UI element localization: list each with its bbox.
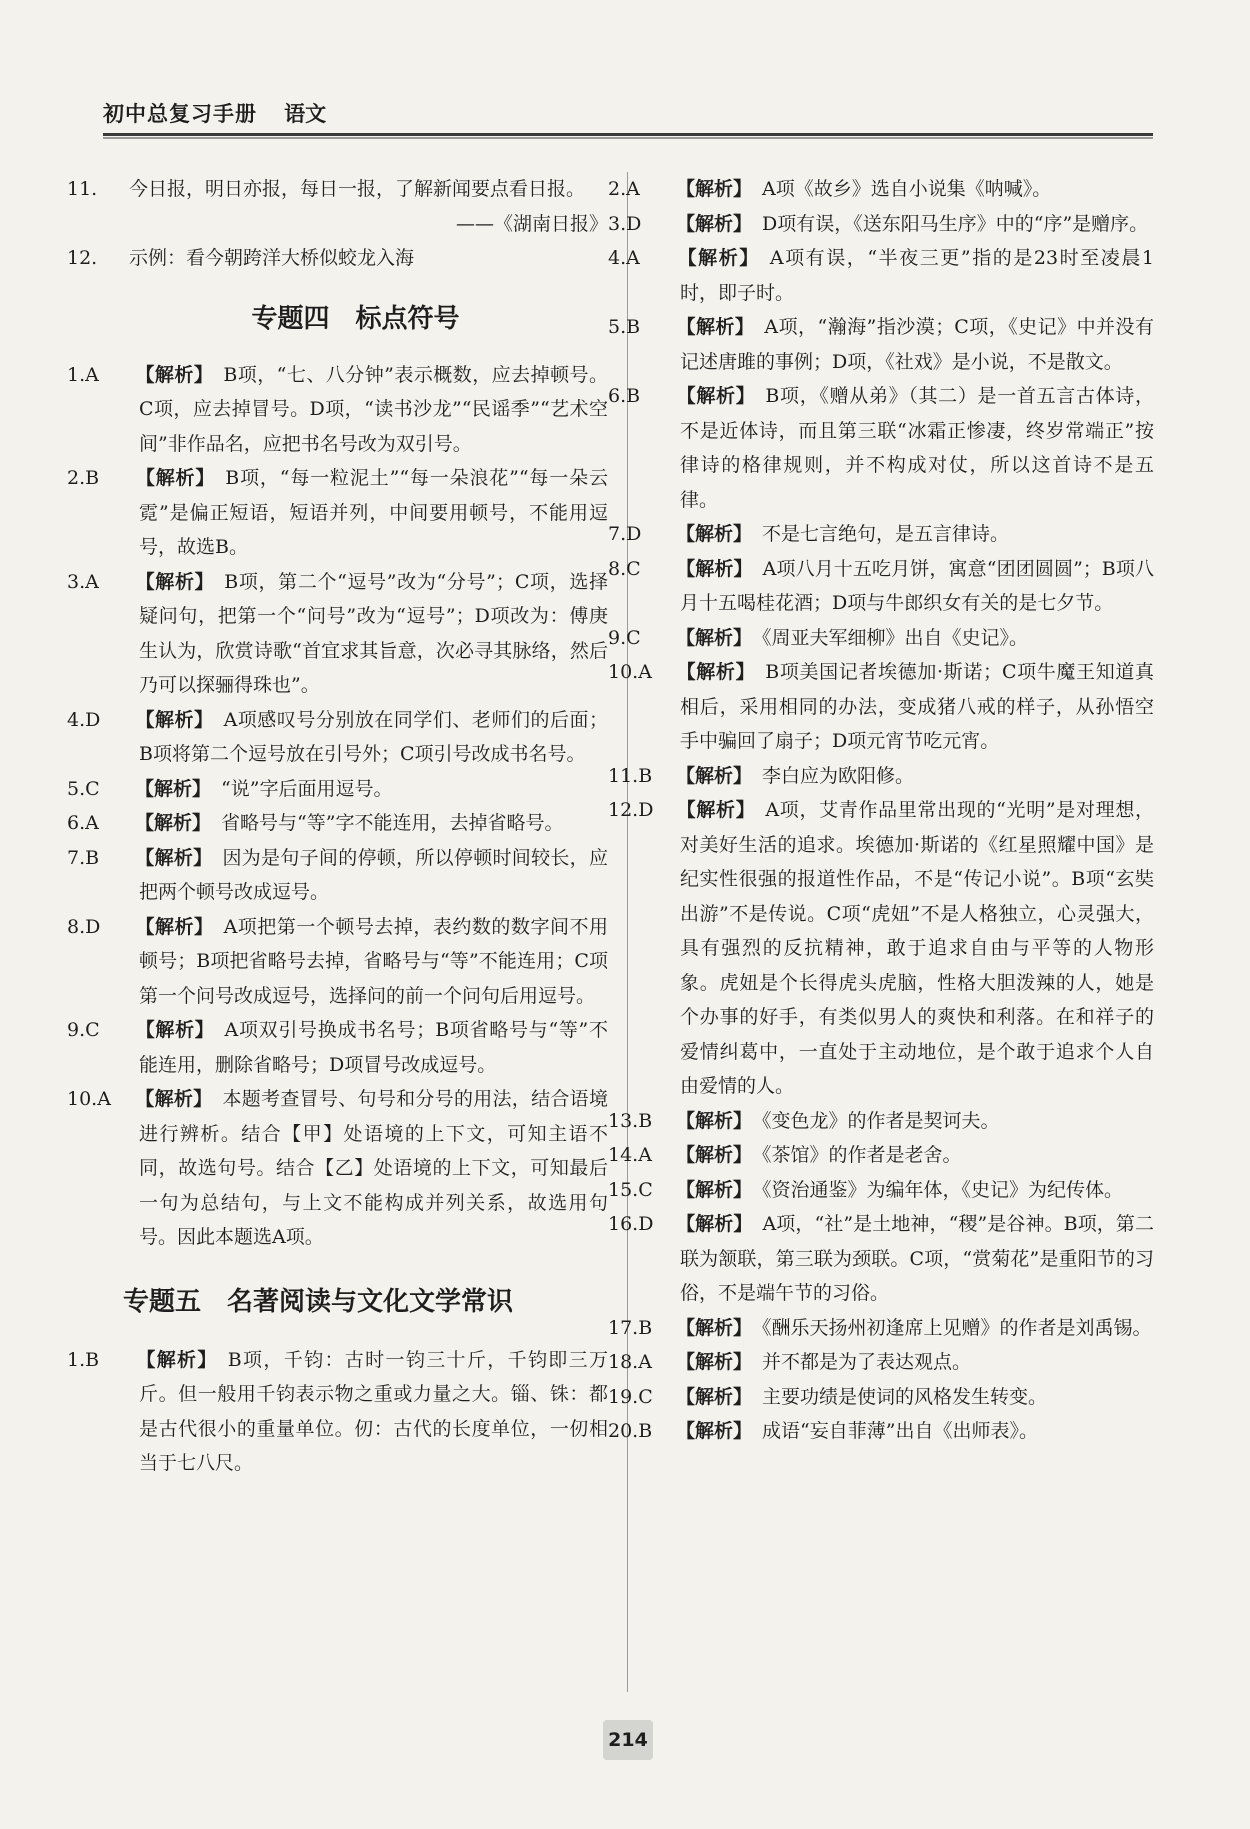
item-text: 《酬乐天扬州初逢席上见赠》的作者是刘禹锡。: [762, 1316, 1152, 1339]
item-text: 因为是句子间的停顿，所以停顿时间较长，应把两个顿号改成逗号。: [139, 846, 608, 903]
item-text: D项有误，《送东阳马生序》中的“序”是赠序。: [762, 212, 1149, 235]
item-number: 12.D: [608, 799, 654, 821]
analysis-tag: 【解析】: [676, 1109, 753, 1132]
answer-item: [67, 1343, 608, 1481]
page-header: [103, 98, 1153, 134]
analysis-tag: 【解析】: [135, 570, 215, 593]
item-text: B项，千钧：古时一钧三十斤，千钧即三万斤。但一般用千钧表示物之重或力量之大。锱、铢：都是古代很小的重量单位。仞：古代的长度单位，一仞相当于七八尺。: [139, 1348, 608, 1474]
analysis-tag: 【解析】: [676, 1385, 753, 1408]
answer-item: [608, 1138, 1154, 1173]
answer-item: [608, 1173, 1154, 1208]
item-text: B项，第二个“逗号”改为“分号”；C项，选择疑问句，把第一个“问号”改为“逗号”；D项改为：傅庚生认为，欣赏诗歌“首宜求其旨意，次必寻其脉络，然后乃可以探骊得珠也”。: [139, 570, 608, 696]
item-number: 15.C: [608, 1178, 653, 1201]
source-citation: ——《湖南日报》: [455, 212, 608, 235]
answer-item: [608, 759, 1154, 794]
answer-item: [608, 1380, 1154, 1415]
item-text: A项八月十五吃月饼，寓意“团团圆圆”；B项八月十五喝桂花酒；D项与牛郎织女有关的是七夕节。: [680, 557, 1154, 614]
analysis-tag: 【解析】: [135, 363, 214, 386]
answer-item: [67, 1082, 608, 1255]
answer-item: [608, 379, 1154, 517]
answer-item: [608, 241, 1154, 310]
answer-item: [67, 461, 608, 565]
answer-item: [608, 1207, 1154, 1311]
subject-label: 语文: [284, 102, 327, 126]
section-title: 专题四 标点符号: [251, 303, 460, 334]
item-number: 1.A: [67, 363, 99, 386]
item-text: 李白应为欧阳修。: [762, 764, 915, 787]
answer-item: [67, 910, 608, 1014]
item-text: A项感叹号分别放在同学们、老师们的后面；B项将第二个逗号放在引号外；C项引号改成书名号。: [139, 708, 608, 765]
item-text: 《周亚夫军细柳》出自《史记》。: [762, 626, 1029, 649]
item-number: 17.B: [608, 1316, 653, 1339]
right-answer-list: [608, 172, 1154, 1449]
analysis-tag: 【解析】: [676, 1178, 753, 1201]
item-number: 4.A: [608, 247, 640, 269]
item-text: “说”字后面用逗号。: [221, 777, 393, 800]
analysis-tag: 【解析】: [135, 915, 214, 938]
item-number: 6.A: [67, 812, 99, 834]
item-number: 9.C: [67, 1019, 100, 1041]
item-text: B项，“每一粒泥土”“每一朵浪花”“每一朵云霓”是偏正短语，短语并列，中间要用顿号，不能用逗号，故选B。: [139, 467, 608, 558]
analysis-tag: 【解析】: [135, 812, 212, 834]
page-number: 214: [603, 1720, 653, 1760]
item-text: A项，“社”是土地神，“稷”是谷神。B项，第二联为颔联，第三联为颈联。C项，“赏菊花”是重阳节的习俗，不是端午节的习俗。: [680, 1213, 1154, 1304]
item-text: 今日报，明日亦报，每日一报，了解新闻要点看日报。: [129, 178, 586, 200]
item-number: 10.A: [67, 1088, 111, 1110]
answer-item: [67, 241, 608, 276]
item-text: 《茶馆》的作者是老舍。: [762, 1144, 962, 1166]
left-column: [67, 172, 608, 1481]
answer-item: [608, 552, 1154, 621]
analysis-tag: 【解析】: [135, 1088, 213, 1110]
analysis-tag: 【解析】: [135, 1348, 218, 1371]
answer-item: [67, 703, 608, 772]
answer-item: [608, 1311, 1154, 1346]
item-text: A项有误，“半夜三更”指的是23时至凌晨1时，即子时。: [680, 247, 1154, 304]
item-number: 4.D: [67, 708, 101, 731]
item-number: 12.: [67, 247, 98, 269]
section-title: 专题五 名著阅读与文化文学常识: [123, 1286, 514, 1317]
item-text: 示例：看今朝跨洋大桥似蛟龙入海: [129, 247, 415, 269]
answer-item: [67, 772, 608, 807]
header-rule: [103, 133, 1153, 139]
answer-item: [608, 655, 1154, 759]
analysis-tag: 【解析】: [676, 247, 760, 269]
item-text: B项美国记者埃德加·斯诺；C项牛魔王知道真相后，采用相同的办法，变成猪八戒的样子，从孙悟空手中骗回了扇子；D项元宵节吃元宵。: [680, 661, 1154, 752]
item-text: B项，“七、八分钟”表示概数，应去掉顿号。C项，应去掉冒号。D项，“读书沙龙”“民谣季”“艺术空间”非作品名，应把书名号改为双引号。: [139, 363, 608, 455]
answer-item: [67, 172, 608, 207]
item-text: 本题考查冒号、句号和分号的用法，结合语境进行辨析。结合【甲】处语境的上下文，可知主语不同，故选句号。结合【乙】处语境的上下文，可知最后一句为总结句，与上文不能构成并列关系，故选用句号。因此本题选A项。: [139, 1088, 608, 1248]
analysis-tag: 【解析】: [676, 764, 753, 787]
item-number: 9.C: [608, 626, 641, 649]
answer-item: [67, 1013, 608, 1082]
item-text: A项，艾青作品里常出现的“光明”是对理想，对美好生活的追求。埃德加·斯诺的《红星照耀中国》是纪实性很强的报道性作品，不是“传记小说”。B项“玄奘出游”不是传说。C项“虎妞”不是人格独立，心灵强大，具有强烈的反抗精神，敢于追求自由与平等的人物形象。虎妞是个长得虎头虎脑，性格大胆泼辣的人，她是个办事的好手，有类似男人的爽快和利落。在和祥子的爱情纠葛中，一直处于主动地位，是个敢于追求个人自由爱情的人。: [680, 799, 1154, 1097]
analysis-tag: 【解析】: [676, 1420, 753, 1442]
item-text: 不是七言绝句，是五言律诗。: [762, 523, 1010, 545]
item-number: 13.B: [608, 1109, 653, 1132]
item-number: 2.B: [67, 467, 100, 489]
item-number: 7.D: [608, 523, 642, 545]
item-text: B项，《赠从弟》（其二）是一首五言古体诗，不是近体诗，而且第三联“冰霜正惨凄，终岁常端正”按律诗的格律规则，并不构成对仗，所以这首诗不是五律。: [680, 385, 1154, 511]
item-number: 11.B: [608, 764, 653, 787]
item-number: 8.D: [67, 915, 101, 938]
right-column: [608, 172, 1154, 1449]
analysis-tag: 【解析】: [676, 1144, 753, 1166]
analysis-tag: 【解析】: [676, 1316, 753, 1339]
analysis-tag: 【解析】: [135, 708, 214, 731]
analysis-tag: 【解析】: [135, 846, 213, 869]
analysis-tag: 【解析】: [676, 626, 753, 649]
answer-item: [608, 1414, 1154, 1449]
answer-item: [608, 621, 1154, 656]
answer-item: [608, 1104, 1154, 1139]
analysis-tag: 【解析】: [676, 661, 756, 683]
item-number: 6.B: [608, 385, 641, 407]
answer-item: [608, 1345, 1154, 1380]
analysis-tag: 【解析】: [676, 385, 756, 407]
answer-item: [608, 310, 1154, 379]
analysis-tag: 【解析】: [135, 777, 212, 800]
analysis-tag: 【解析】: [676, 523, 753, 545]
answer-item: [67, 358, 608, 462]
item-number: 3.A: [67, 570, 99, 593]
item-text: 并不都是为了表达观点。: [762, 1351, 972, 1373]
item-number: 5.C: [67, 777, 100, 800]
item-number: 5.B: [608, 316, 641, 338]
item-text: A项，“瀚海”指沙漠；C项，《史记》中并没有记述唐雎的事例；D项，《社戏》是小说，不是散文。: [680, 316, 1154, 373]
item-number: 10.A: [608, 661, 652, 683]
analysis-tag: 【解析】: [676, 799, 756, 821]
item-text: 省略号与“等”字不能连用，去掉省略号。: [221, 812, 564, 834]
section5-list: [67, 1343, 608, 1481]
item-text: A项双引号换成书名号；B项省略号与“等”不能连用，删除省略号；D项冒号改成逗号。: [139, 1019, 608, 1076]
item-number: 20.B: [608, 1420, 653, 1442]
item-number: 18.A: [608, 1351, 652, 1373]
item-text: 成语“妄自菲薄”出自《出师表》。: [762, 1420, 1038, 1442]
answer-item: [67, 565, 608, 703]
analysis-tag: 【解析】: [676, 212, 753, 235]
item-number: 2.A: [608, 178, 640, 200]
item-number: 19.C: [608, 1385, 653, 1408]
item-number: 16.D: [608, 1213, 654, 1235]
answer-item: [608, 172, 1154, 207]
item-number: 14.A: [608, 1144, 652, 1166]
analysis-tag: 【解析】: [135, 1019, 215, 1041]
item-text: 《变色龙》的作者是契诃夫。: [762, 1109, 1000, 1132]
analysis-tag: 【解析】: [676, 1351, 753, 1373]
item-number: 7.B: [67, 846, 100, 869]
answer-item: [608, 517, 1154, 552]
analysis-tag: 【解析】: [676, 557, 753, 580]
analysis-tag: 【解析】: [676, 316, 755, 338]
answer-item: [67, 806, 608, 841]
item-number: 3.D: [608, 212, 642, 235]
answer-item: [608, 793, 1154, 1104]
answer-item: [67, 841, 608, 910]
book-title: 初中总复习手册: [103, 102, 257, 126]
analysis-tag: 【解析】: [676, 178, 753, 200]
answer-item: [608, 207, 1154, 242]
item-text: 《资治通鉴》为编年体，《史记》为纪传体。: [762, 1178, 1124, 1201]
item-text: A项把第一个顿号去掉，表约数的数字间不用顿号；B项把省略号去掉，省略号与“等”不能连用；C项第一个问号改成逗号，选择问的前一个问句后用逗号。: [139, 915, 608, 1007]
item-text: 主要功绩是使词的风格发生转变。: [762, 1385, 1048, 1408]
item-number: 8.C: [608, 557, 641, 580]
item-number: 1.B: [67, 1348, 100, 1371]
section4-list: [67, 358, 608, 1255]
analysis-tag: 【解析】: [676, 1213, 753, 1235]
item-text: A项《故乡》选自小说集《呐喊》。: [762, 178, 1052, 200]
analysis-tag: 【解析】: [135, 467, 216, 489]
item-number: 11.: [67, 178, 98, 200]
